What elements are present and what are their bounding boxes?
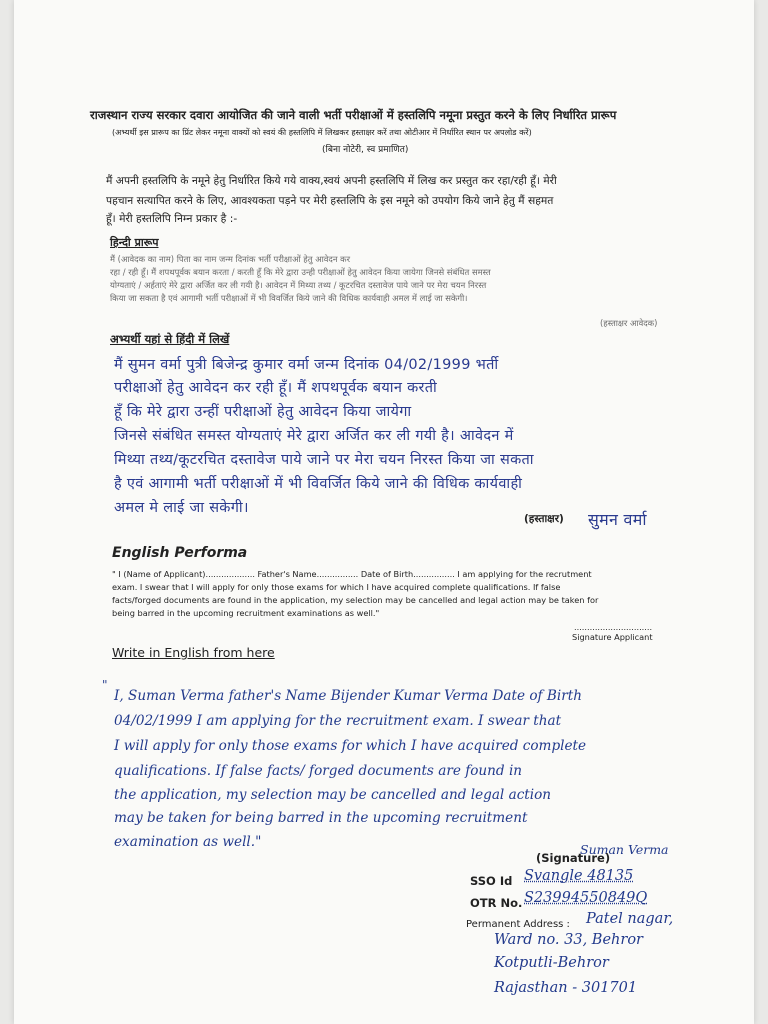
hindi-format-line-3: योग्यताएं / अर्हताएं मेरे द्वारा अर्जित कर ली गयी है। आवेदन में मिथ्या तथ्य / कूटरचित दस्तावेज पाये जाने पर मेरा चयन निरस्त (110, 280, 487, 290)
form-note: (बिना नोटेरी, स्व प्रमाणित) (322, 145, 409, 155)
hindi-handwritten-line-2: परीक्षाओं हेतु आवेदन कर रही हूँ। मैं शपथपूर्वक बयान करती (114, 380, 438, 396)
permanent-address-label: Permanent Address : (466, 919, 570, 930)
english-format-title: English Performa (112, 545, 248, 561)
english-handwritten-line-5: the application, my selection may be cancelled and legal action (114, 787, 552, 803)
english-format-line-2: exam. I swear that I will apply for only those exams for which I have acquired complete qualifications. If false (112, 582, 561, 592)
english-format-signature-label: Signature Applicant (572, 632, 653, 642)
intro-line-1: मैं अपनी हस्तलिपि के नमूने हेतु निर्धारित किये गये वाक्य,स्वयं अपनी हस्तलिपि में लिख कर प्रस्तुत कर रहा/रही हूँ। मेरी (106, 174, 557, 187)
address-line-2: Ward no. 33, Behror (494, 932, 643, 948)
hindi-format-line-4: किया जा सकता है एवं आगामी भर्ती परीक्षाओं में भी विवर्जित किये जाने की विधिक कार्यवाही अमल में लाई जा सकेगी। (110, 293, 468, 303)
intro-line-3: हूँ। मेरी हस्तलिपि निम्न प्रकार है :- (106, 212, 238, 225)
english-format-line-1: " I (Name of Applicant)................... Father's Name................ Date of Birth................ I am applying for the recrutment (112, 569, 592, 579)
document-page (14, 0, 754, 1024)
english-signature: Suman Verma (580, 842, 669, 857)
english-format-signature-dots: .............................. (574, 622, 653, 632)
hindi-handwritten-line-7: अमल मे लाई जा सकेगी। (114, 500, 249, 516)
hindi-signature-label: (हस्ताक्षर) (524, 513, 564, 525)
hindi-write-heading: अभ्यर्थी यहां से हिंदी में लिखें (110, 332, 230, 346)
hindi-format-line-2: रहा / रही हूँ। मैं शपथपूर्वक बयान करता / करती हूँ कि मेरे द्वारा उन्ही परीक्षाओं हेतु आवेदन किया जायेगा जिनसे संबंधित समस्त (110, 267, 491, 277)
english-handwritten-line-7: examination as well." (114, 834, 262, 850)
hindi-format-signature-label: (हस्ताक्षर आवेदक) (600, 318, 658, 328)
address-line-1: Patel nagar, (586, 911, 674, 927)
english-format-line-3: facts/forged documents are found in the application, my selection may be cancelled and legal action may be taken for (112, 595, 599, 605)
sso-id-label: SSO Id (470, 874, 513, 888)
english-handwritten-line-1: I, Suman Verma father's Name Bijender Kumar Verma Date of Birth (114, 688, 582, 704)
hindi-format-title: हिन्दी प्रारूप (110, 236, 159, 249)
address-line-3: Kotputli-Behror (494, 955, 609, 971)
hindi-handwritten-line-6: है एवं आगामी भर्ती परीक्षाओं में भी विवर्जित किये जाने की विधिक कार्यवाही (114, 476, 523, 492)
english-handwritten-line-3: I will apply for only those exams for which I have acquired complete (114, 738, 587, 754)
hindi-format-line-1: मैं (आवेदक का नाम) पिता का नाम जन्म दिनांक भर्ती परीक्षाओं हेतु आवेदन कर (110, 254, 351, 264)
english-handwritten-line-6: may be taken for being barred in the upcoming recruitment (114, 810, 528, 826)
english-signature-label: (Signature) (536, 851, 611, 865)
otr-no-label: OTR No. (470, 896, 523, 910)
hindi-handwritten-line-3: हूँ कि मेरे द्वारा उन्हीं परीक्षाओं हेतु आवेदन किया जायेगा (114, 404, 412, 420)
english-handwritten-line-4: qualifications. If false facts/ forged documents are found in (114, 763, 523, 779)
sso-id-value: Svangle 48135 (524, 868, 634, 884)
form-title: राजस्थान राज्य सरकार दवारा आयोजित की जाने वाली भर्ती परीक्षाओं में हस्तलिपि नमूना प्रस्तुत करने के लिए निर्धारित प्रारूप (90, 108, 617, 122)
english-format-line-4: being barred in the upcoming recruitment examinations as well." (112, 608, 380, 618)
intro-line-2: पहचान सत्यापित करने के लिए, आवश्यकता पड़ने पर मेरी हस्तलिपि के इस नमूने को उपयोग किये जाने हेतु मैं सहमत (106, 194, 554, 207)
english-quote-mark: " (102, 678, 108, 692)
english-write-heading: Write in English from here (112, 645, 275, 660)
form-subtitle: (अभ्यर्थी इस प्रारूप का प्रिंट लेकर नमूना वाक्यों को स्वयं की हस्तलिपि में लिखकर हस्ताक्षर करें तथा ओटीआर में निर्धारित स्थान पर अपलोड करें) (112, 127, 532, 137)
hindi-handwritten-line-5: मिथ्या तथ्य/कूटरचित दस्तावेज पाये जाने पर मेरा चयन निरस्त किया जा सकता (114, 452, 534, 468)
hindi-handwritten-line-1: मैं सुमन वर्मा पुत्री बिजेन्द्र कुमार वर्मा जन्म दिनांक 04/02/1999 भर्ती (114, 357, 499, 373)
hindi-handwritten-line-4: जिनसे संबंधित समस्त योग्यताएं मेरे द्वारा अर्जित कर ली गयी है। आवेदन में (114, 428, 514, 444)
english-handwritten-line-2: 04/02/1999 I am applying for the recruitment exam. I swear that (114, 713, 562, 729)
otr-no-value: S23994550849Q (524, 890, 648, 906)
address-line-4: Rajasthan - 301701 (494, 980, 638, 996)
hindi-signature: सुमन वर्मा (588, 510, 647, 529)
